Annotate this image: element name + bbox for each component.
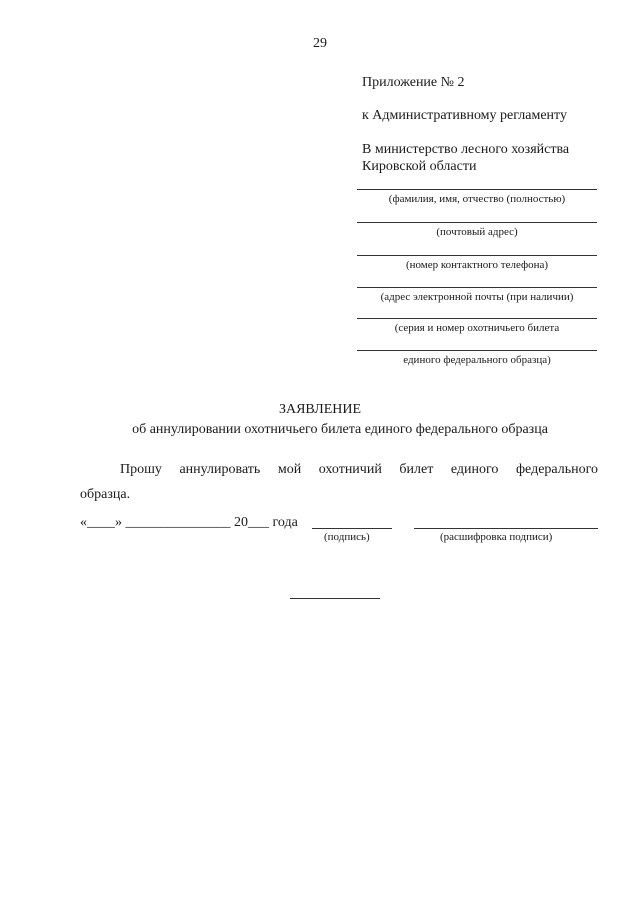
signature-decryption-caption: (расшифровка подписи) <box>440 531 553 543</box>
addressee-line-2: Кировской области <box>362 159 477 174</box>
regulation-reference: к Административному регламенту <box>362 108 567 123</box>
email-caption: (адрес электронной почты (при наличии) <box>380 291 574 303</box>
postal-address-line <box>357 222 597 223</box>
federal-format-line <box>357 350 597 351</box>
request-text-line-1: Прошу аннулировать мой охотничий билет единого федерального <box>120 462 598 477</box>
page-number: 29 <box>313 36 327 51</box>
signature-caption: (подпись) <box>324 531 370 543</box>
hunting-ticket-caption: (серия и номер охотничьего билета <box>394 322 560 334</box>
email-line <box>357 287 597 288</box>
signature-line <box>312 528 392 529</box>
full-name-caption: (фамилия, имя, отчество (полностью) <box>388 193 566 205</box>
postal-address-caption: (почтовый адрес) <box>436 226 518 238</box>
phone-caption: (номер контактного телефона) <box>405 259 549 271</box>
federal-format-caption: единого федерального образца) <box>403 354 551 366</box>
application-title: ЗАЯВЛЕНИЕ <box>278 402 362 417</box>
hunting-ticket-line <box>357 318 597 319</box>
appendix-label: Приложение № 2 <box>362 75 465 90</box>
signature-decryption-line <box>414 528 598 529</box>
application-subtitle: об аннулировании охотничьего билета единого федерального образца <box>132 422 548 437</box>
full-name-line <box>357 189 597 190</box>
end-rule <box>290 598 380 599</box>
addressee-line-1: В министерство лесного хозяйства <box>362 142 570 157</box>
date-line: «____» _______________ 20___ года <box>80 515 298 530</box>
phone-line <box>357 255 597 256</box>
request-text-line-2: образца. <box>80 487 131 502</box>
